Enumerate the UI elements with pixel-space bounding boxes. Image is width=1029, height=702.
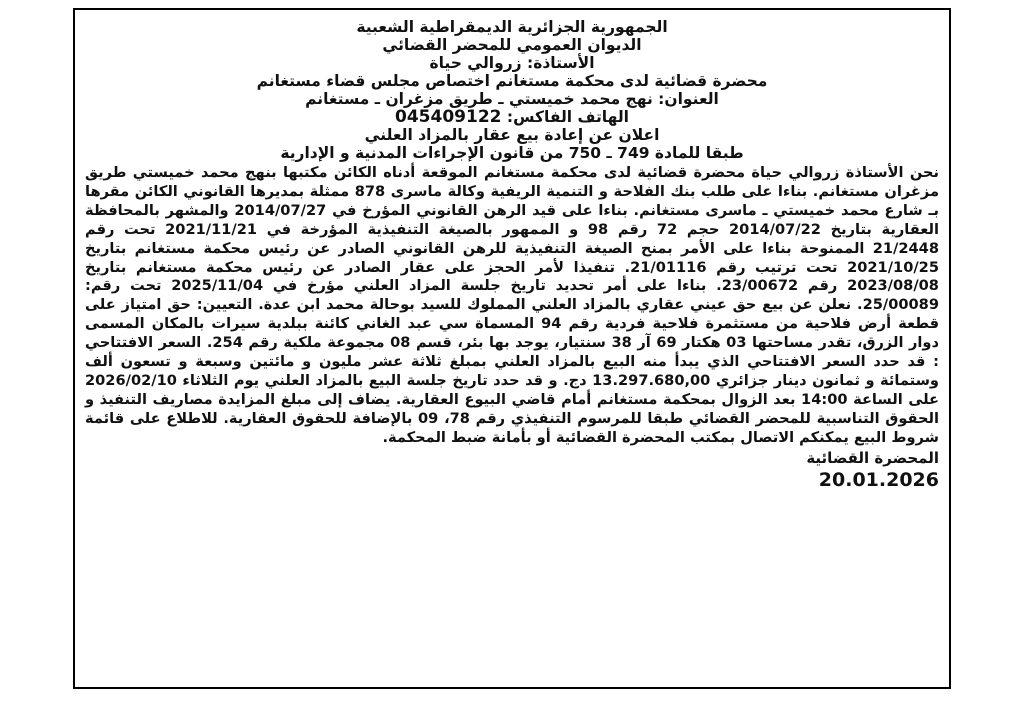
notice-header: [85, 18, 939, 162]
office-address: العنوان: نهج محمد خميستي ـ طريق مزغران ـ مستغانم: [305, 90, 719, 108]
notice-body: نحن الأستاذة زروالي حياة محضرة قضائية لدى محكمة مستغانم الموقعة أدناه الكائن مكتبها بنهج محمد خميستي طريق مزغران مستغانم. بناءا على طلب بنك الفلاحة و التنمية الريفية وكالة ماسرى 878 ممثلة بمديرها القانوني الكائن مقرها بـ شارع محمد خميستي ـ ماسرى مستغانم. بناءا على قيد الرهن القانوني المؤرخ في 2014/07/27 والمشهر بالمحافظة العقارية بتاريخ 2014/07/22 حجم 72 رقم 98 و الممهور بالصيغة التنفيذية المؤرخة في 2021/11/21 تحت رقم 21/2448 الممنوحة بناءا على الأمر بمنح الصيغة التنفيذية للرهن القانوني الصادر عن رئيس محكمة مستغانم بتاريخ 2021/10/25 تحت ترتيب رقم 21/01116. تنفيذا لأمر الحجز على عقار الصادر عن رئيس محكمة مستغانم بتاريخ 2023/08/08 رقم 23/00672. بناءا على أمر تحديد تاريخ جلسة المزاد العلني مؤرخ في 2025/11/04 تحت رقم: 25/00089. نعلن عن بيع حق عيني عقاري بالمزاد العلني المملوك للسيد بوحالة محمد ابن عدة. التعيين: حق امتياز على قطعة أرض فلاحية من مستثمرة فلاحية فردية رقم 94 المسماة سي عبد الغاني كائنة ببلدية سيرات بالمكان المسمى دوار الزرق، تقدر مساحتها 03 هكتار 69 آر 38 سنتيار، يوجد بها بئر، قسم 08 مجموعة ملكية رقم 254. السعر الافتتاحي : قد حدد السعر الافتتاحي الذي يبدأ منه البيع بالمزاد العلني بمبلغ ثلاثة عشر مليون و مائتين وسبعة و تسعون ألف وستمائة و ثمانون دينار جزائري 13.297.680,00 دج. و قد حدد تاريخ جلسة البيع بالمزاد العلني يوم الثلاثاء 2026/02/10 على الساعة 14:00 بعد الزوال بمحكمة مستغانم أمام قاضي البيوع العقارية. يضاف إلى مبلغ المزايدة مصاريف التنفيذ و الحقوق التناسبية للمحضر القضائي طبقا للمرسوم التنفيذي رقم 78، 09 بالإضافة للحقوق العقارية. للاطلاع على قائمة شروط البيع يمكنكم الاتصال بمكتب المحضرة القضائية أو بأمانة ضبط المحكمة.: [85, 164, 940, 446]
office-title: الديوان العمومي للمحضر القضائي: [382, 36, 642, 54]
legal-notice: [73, 8, 951, 689]
phone-number: 045409122: [395, 107, 502, 127]
legal-basis: طبقا للمادة 749 ـ 750 من قانون الإجراءات المدنية و الإدارية: [280, 144, 744, 162]
republic-title: الجمهورية الجزائرية الديمقراطية الشعبية: [356, 18, 668, 36]
notice-title: اعلان عن إعادة بيع عقار بالمزاد العلني: [364, 126, 660, 144]
bailiff-name: الأستاذة: زروالي حياة: [429, 54, 595, 72]
notice-footer: [85, 448, 939, 492]
bailiff-jurisdiction: محضرة قضائية لدى محكمة مستغانم اختصاص مجلس قضاء مستغانم: [256, 72, 768, 90]
phone-label: الهاتف الفاكس:: [506, 108, 629, 126]
notice-date: 20.01.2026: [818, 468, 939, 491]
phone-line: [85, 108, 939, 126]
signature-office: المحضرة القضائية: [806, 448, 939, 467]
